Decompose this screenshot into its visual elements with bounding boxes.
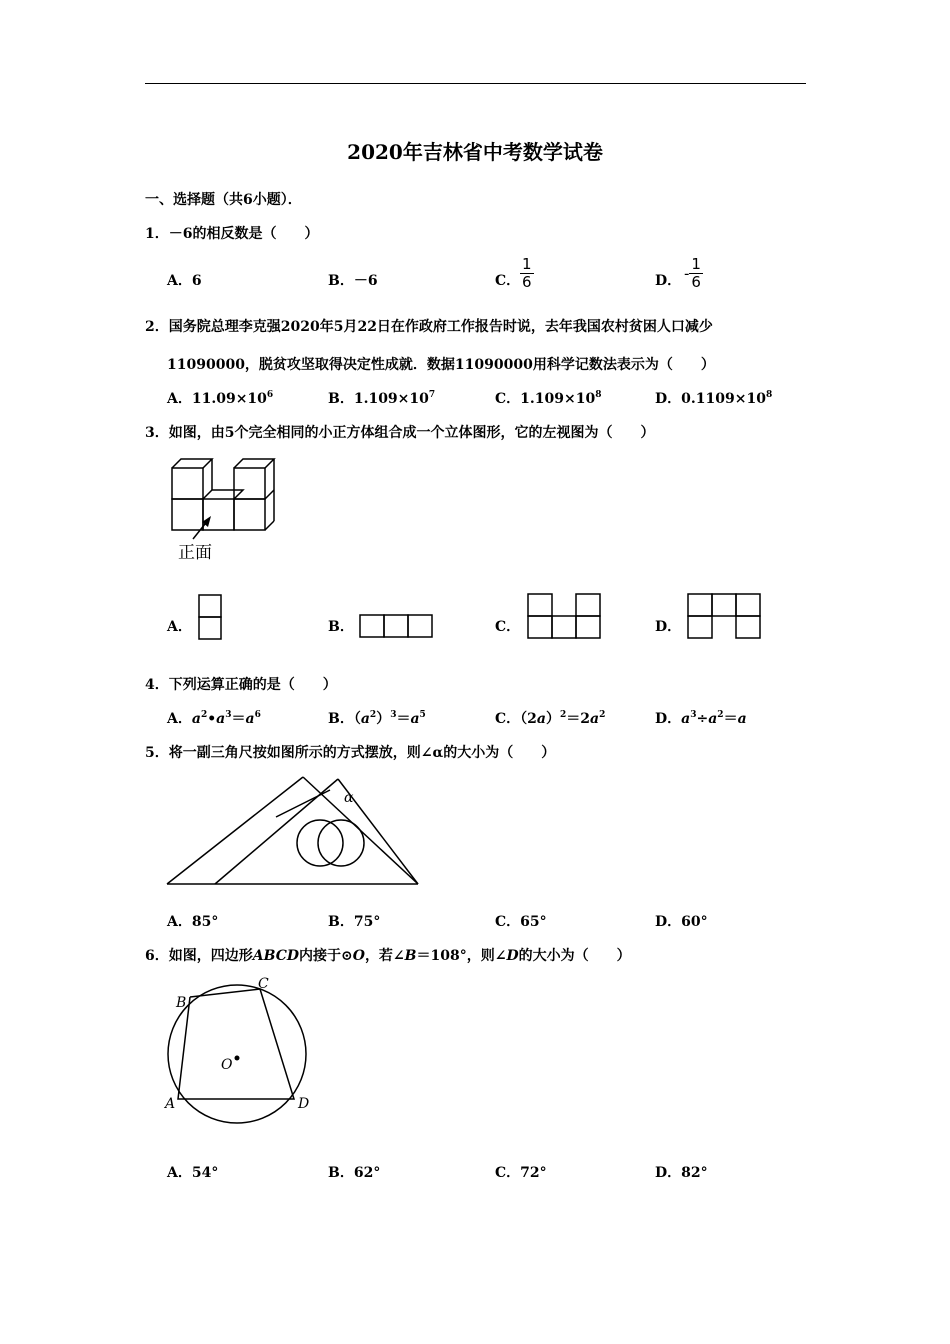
q4-stem: 4．下列运算正确的是（ ） [145, 677, 337, 693]
q6-label-c: C [258, 976, 269, 992]
q6-stem-mid3: ＝108°，则∠ [416, 948, 507, 964]
q1-d-numerator: 1 [691, 255, 701, 273]
q6-angle-b: B [404, 948, 417, 964]
q2-a-exponent: 6 [266, 390, 274, 400]
q3-stem: 3．如图，由5个完全相同的小正方体组合成一个立体图形，它的左视图为（ ） [145, 425, 655, 441]
q4-c-letter: C． [495, 711, 521, 727]
section-heading: 一、选择题（共6小题）． [145, 192, 302, 208]
q6-angle-d: D [506, 948, 519, 964]
q1-c-denominator: 6 [522, 273, 532, 291]
q6-label-a: A [165, 1096, 176, 1112]
q2-option-b [328, 390, 435, 408]
q2-option-d [655, 390, 772, 408]
q1-option-a: A．6 [167, 273, 202, 289]
q5-stem: 5．将一副三角尺按如图所示的方式摆放，则∠α的大小为（ ） [145, 745, 556, 761]
q2-a-mantissa: A．11.09×10 [167, 391, 267, 407]
q3-option-a-view [198, 594, 224, 640]
q3-option-b-view [359, 614, 435, 640]
q6-option-d: D．82° [655, 1165, 708, 1181]
page-title: 2020年吉林省中考数学试卷 [347, 140, 603, 164]
q1-d-sign: - [684, 264, 690, 283]
q3-option-d: D． [655, 619, 682, 635]
q6-stem-mid2: ，若∠ [364, 948, 405, 964]
q3-option-d-view [687, 593, 763, 640]
q4-d-letter: D． [655, 711, 682, 727]
q2-c-mantissa: C．1.109×10 [495, 391, 596, 407]
q1-option-c-fraction [520, 256, 534, 291]
q1-option-c: C． [495, 273, 521, 289]
q1-c-numerator: 1 [522, 255, 532, 273]
q3-option-a: A． [167, 619, 192, 635]
q6-stem-mid1: 内接于⊙ [299, 948, 353, 964]
q4-option-a: A．$a^2•a^3=a^6$ [167, 710, 261, 727]
q1-option-b: B．－6 [328, 273, 378, 289]
q3-option-b: B． [328, 619, 354, 635]
q3-cube-figure [165, 455, 285, 565]
q4-a-letter: A． [167, 711, 192, 727]
q6-label-b: B [176, 995, 187, 1011]
q6-option-c: C．72° [495, 1165, 547, 1181]
q6-stem [145, 947, 631, 965]
q2-b-exponent: 7 [428, 390, 436, 400]
q3-front-label: 正面 [178, 543, 212, 563]
q1-stem: 1．－6的相反数是（ ） [145, 226, 319, 242]
q6-label-d: D [298, 1096, 310, 1112]
q4-option-c: C．$(2a)^2=2a^2$ [495, 710, 606, 727]
q2-option-c [495, 390, 601, 408]
q3-option-c-view [527, 593, 603, 640]
q5-option-a: A．85° [167, 914, 219, 930]
q5-option-b: B．75° [328, 914, 381, 930]
q4-option-d: D．$a^3\div a^2=a$ [655, 710, 747, 727]
q6-circle-figure [160, 972, 330, 1130]
q2-stem-line2: 11090000，脱贫攻坚取得决定性成就．数据11090000用科学记数法表示为（ ） [167, 357, 715, 373]
q6-option-b: B．62° [328, 1165, 381, 1181]
q6-label-o: O [221, 1057, 233, 1073]
q6-stem-end: 的大小为（ ） [518, 948, 631, 964]
q2-d-mantissa: D．0.1109×10 [655, 391, 766, 407]
q2-b-mantissa: B．1.109×10 [328, 391, 429, 407]
q6-stem-pre: 6．如图，四边形 [145, 948, 253, 964]
q5-alpha-label: α [344, 790, 354, 806]
q5-option-c: C．65° [495, 914, 547, 930]
q1-option-d-fraction [684, 256, 703, 291]
q5-option-d: D．60° [655, 914, 708, 930]
q4-b-letter: B． [328, 711, 354, 727]
header-rule [145, 83, 806, 84]
q5-triangle-figure [160, 772, 430, 890]
q2-stem-line1: 2．国务院总理李克强2020年5月22日在作政府工作报告时说，去年我国农村贫困人口减少 [145, 319, 713, 335]
q4-option-b: B．$(a^2)^3=a^5$ [328, 710, 426, 727]
q2-c-exponent: 8 [595, 390, 602, 400]
q2-option-a [167, 390, 273, 408]
q6-circle-name: O [352, 948, 365, 964]
q3-option-c: C． [495, 619, 521, 635]
q1-d-denominator: 6 [691, 273, 701, 291]
q6-quad-name: ABCD [252, 948, 299, 964]
q2-d-exponent: 8 [765, 390, 773, 400]
q6-option-a: A．54° [167, 1165, 219, 1181]
q1-option-d: D． [655, 273, 682, 289]
